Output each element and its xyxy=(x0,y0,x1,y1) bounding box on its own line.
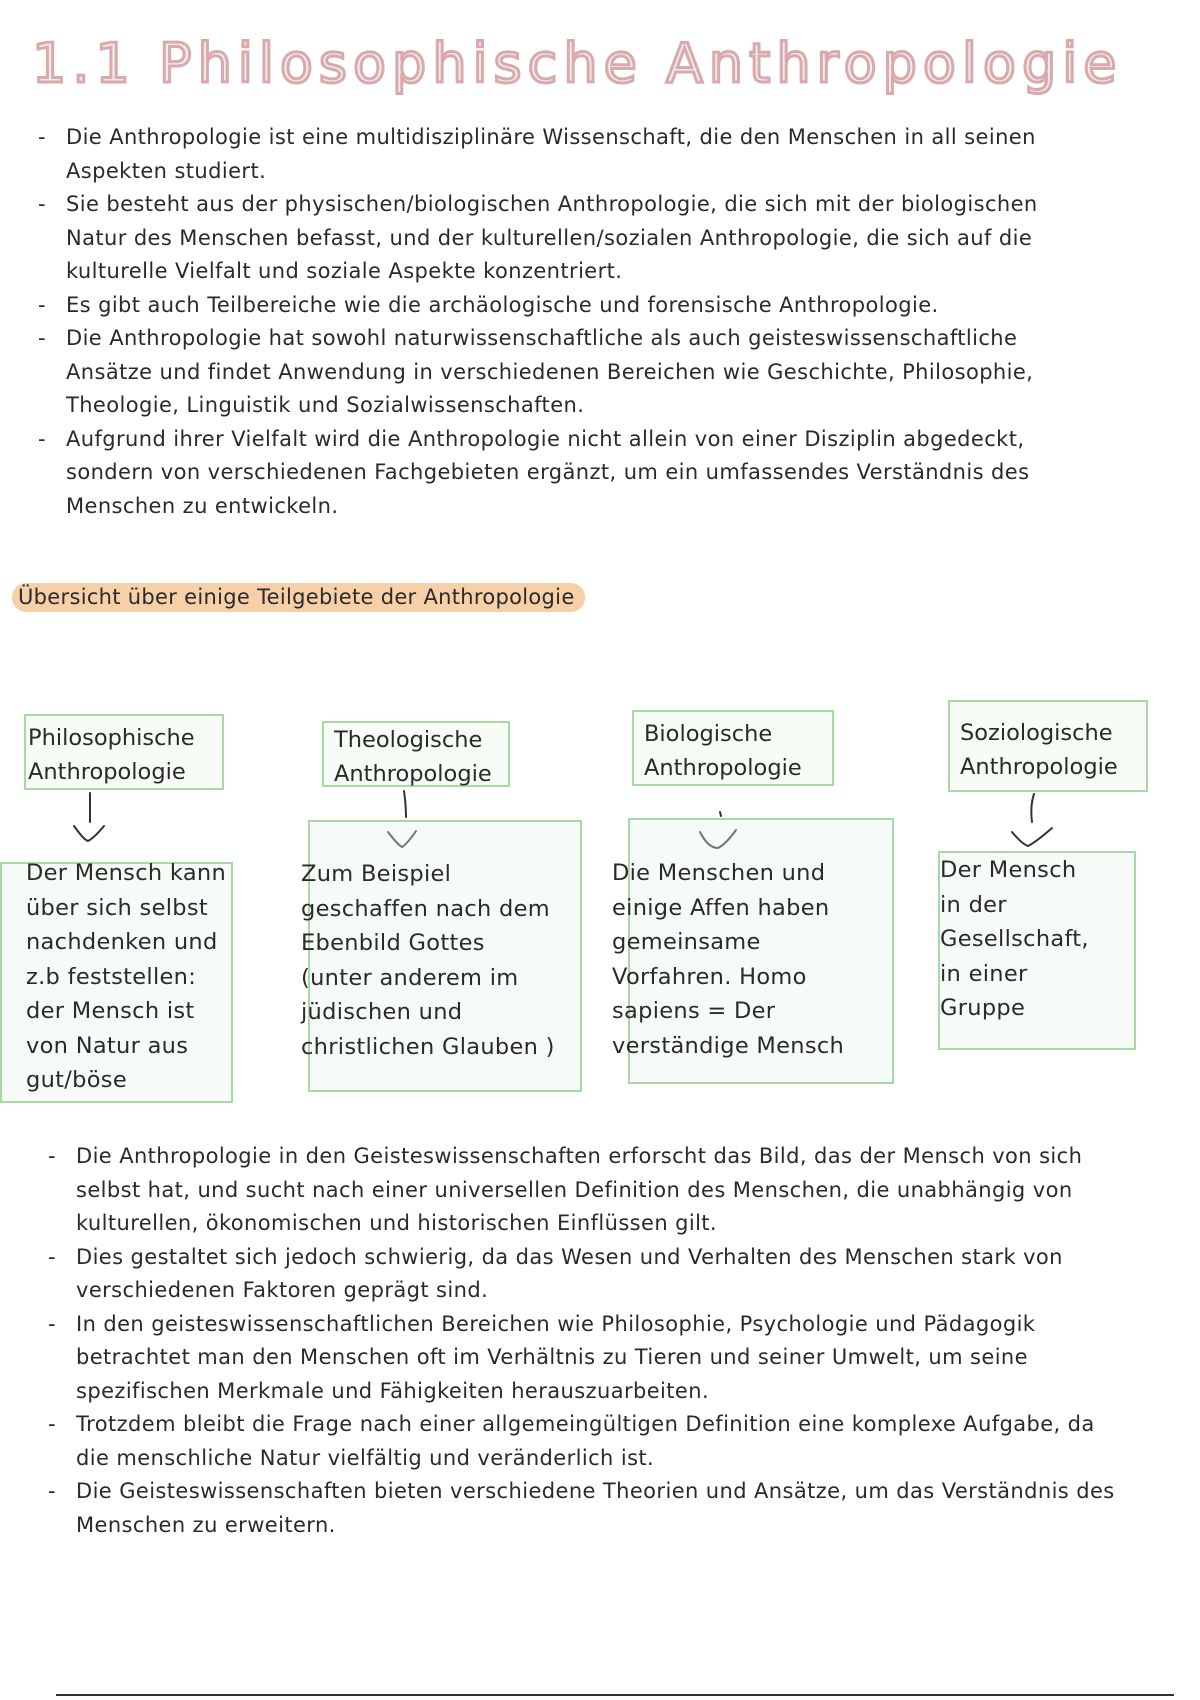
field-text-line: Vorfahren. Homo xyxy=(612,963,807,990)
intro-bullet xyxy=(34,188,1094,289)
field-text-line: über sich selbst xyxy=(26,894,208,921)
line: Menschen zu erweitern. xyxy=(76,1512,336,1537)
intro-bullet-list xyxy=(34,121,1094,523)
line: Ansätze und findet Anwendung in verschiedenen Bereichen wie Geschichte, Philosophie, xyxy=(66,359,1034,384)
line: Aspekten studiert. xyxy=(66,158,267,183)
field-header-line: Anthropologie xyxy=(334,761,492,787)
field-text-line: christlichen Glauben ) xyxy=(301,1033,555,1060)
field-text-line: sapiens = Der xyxy=(612,998,776,1024)
line: Die Geisteswissenschaften bieten verschiedene Theorien und Ansätze, um das Verständnis des xyxy=(76,1479,1115,1503)
field-header-soziologische xyxy=(948,700,1148,792)
arrow-down-icon xyxy=(1004,790,1064,850)
line: In den geisteswissenschaftlichen Bereichen wie Philosophie, Psychologie und Pädagogik xyxy=(76,1311,1036,1336)
field-text-line: Gruppe xyxy=(940,995,1026,1021)
field-header-line: Biologische xyxy=(644,721,773,747)
line: sondern von verschiedenen Fachgebieten ergänzt, um ein umfassendes Verständnis des xyxy=(66,460,1030,484)
arrow-down-icon xyxy=(60,790,120,850)
field-text-line: verständige Mensch xyxy=(612,1032,845,1059)
line: Es gibt auch Teilbereiche wie die archäologische und forensische Anthropologie. xyxy=(66,292,939,317)
field-text-line: der Mensch ist xyxy=(26,998,195,1024)
line: Sie besteht aus der physischen/biologischen Anthropologie, die sich mit der biologischen xyxy=(66,192,1038,216)
field-text-biologische xyxy=(612,856,844,1063)
field-text-line: gemeinsame xyxy=(612,929,761,955)
line: spezifischen Merkmale und Fähigkeiten herauszuarbeiten. xyxy=(76,1378,710,1403)
line: Dies gestaltet sich jedoch schwierig, da das Wesen und Verhalten des Menschen stark von xyxy=(76,1244,1063,1269)
line: Die Anthropologie in den Geisteswissenschaften erforscht das Bild, das der Mensch von sich xyxy=(76,1144,1083,1168)
geist-bullet xyxy=(44,1140,1164,1241)
geist-bullet xyxy=(44,1241,1164,1308)
field-text-line: einige Affen haben xyxy=(612,894,830,921)
intro-bullet xyxy=(34,423,1094,524)
field-text-line: von Natur aus xyxy=(26,1032,189,1059)
line: betrachtet man den Menschen oft im Verhältnis zu Tieren und seiner Umwelt, um seine xyxy=(76,1345,1028,1369)
line: kulturellen, ökonomischen und historischen Einflüssen gilt. xyxy=(76,1211,718,1235)
field-text-line: geschaffen nach dem xyxy=(301,895,550,922)
line: kulturelle Vielfalt und soziale Aspekte konzentriert. xyxy=(66,259,623,283)
intro-bullet xyxy=(34,322,1094,423)
field-header-line: Anthropologie xyxy=(644,755,802,781)
line: verschiedenen Faktoren geprägt sind. xyxy=(76,1278,489,1302)
field-header-line: Soziologische xyxy=(960,720,1113,746)
intro-bullet xyxy=(34,289,1094,323)
field-text-line: gut/böse xyxy=(26,1067,127,1093)
field-text-line: Zum Beispiel xyxy=(301,861,452,887)
field-text-line: Ebenbild Gottes xyxy=(301,930,485,956)
line: Trotzdem bleibt die Frage nach einer allgemeingültigen Definition eine komplexe Aufgabe, da xyxy=(76,1412,1095,1436)
line: Die Anthropologie ist eine multidisziplinäre Wissenschaft, die den Menschen in all seinen xyxy=(66,125,1036,149)
field-header-biologische xyxy=(632,710,834,786)
line: die menschliche Natur vielfältig und veränderlich ist. xyxy=(76,1445,655,1470)
field-text-theologische xyxy=(301,857,555,1064)
line: Natur des Menschen befasst, und der kulturellen/sozialen Anthropologie, die sich auf die xyxy=(66,225,1033,250)
field-header-theologische xyxy=(322,721,510,787)
field-text-line: nachdenken und xyxy=(26,929,218,955)
field-text-line: Der Mensch kann xyxy=(26,860,227,886)
intro-bullet xyxy=(34,121,1094,188)
geist-bullet xyxy=(44,1408,1164,1475)
geist-bullet xyxy=(44,1308,1164,1409)
field-text-soziologische xyxy=(940,853,1089,1026)
field-header-line: Anthropologie xyxy=(28,759,186,785)
line: Aufgrund ihrer Vielfalt wird die Anthropologie nicht allein von einer Disziplin abgedeckt, xyxy=(66,426,1025,451)
geist-bullet xyxy=(44,1475,1164,1542)
field-text-line: in einer xyxy=(940,960,1028,987)
field-header-line: Philosophische xyxy=(28,725,195,751)
field-text-line: Der Mensch xyxy=(940,857,1077,883)
field-text-line: (unter anderem im xyxy=(301,964,519,991)
line: Die Anthropologie hat sowohl naturwissenschaftliche als auch geisteswissenschaftliche xyxy=(66,326,1018,350)
field-text-line: z.b feststellen: xyxy=(26,963,197,990)
field-text-line: Gesellschaft, xyxy=(940,926,1089,952)
bottom-rule xyxy=(56,1694,1174,1696)
line: selbst hat, und sucht nach einer universellen Definition des Menschen, die unabhängig von xyxy=(76,1177,1073,1202)
line: Menschen zu entwickeln. xyxy=(66,493,339,518)
overview-heading: Übersicht über einige Teilgebiete der Anthropologie xyxy=(12,583,585,612)
field-header-philosophische xyxy=(24,714,224,790)
page-title: 1.1 Philosophische Anthropologie xyxy=(32,32,1123,95)
line: Theologie, Linguistik und Sozialwissenschaften. xyxy=(66,393,585,417)
field-text-philosophische xyxy=(26,856,226,1098)
field-text-line: in der xyxy=(940,891,1007,918)
field-text-line: jüdischen und xyxy=(301,999,463,1025)
field-header-line: Anthropologie xyxy=(960,754,1118,780)
field-header-line: Theologische xyxy=(334,727,483,753)
field-text-line: Die Menschen und xyxy=(612,860,826,886)
geist-bullet-list xyxy=(44,1140,1164,1542)
